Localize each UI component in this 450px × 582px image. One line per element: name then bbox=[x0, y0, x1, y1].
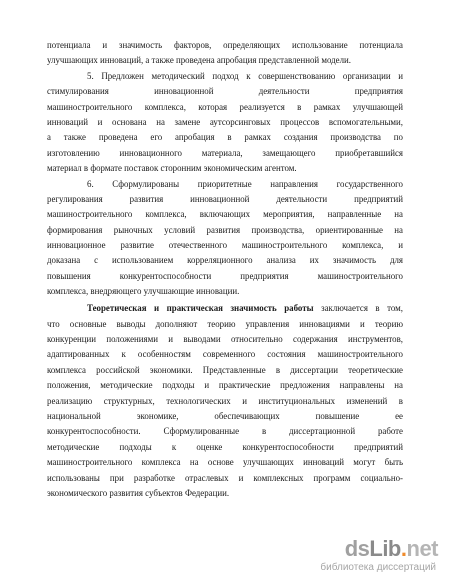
text-line: инноваций и основана на замене аутсорсинговых процессов вспомогательными, bbox=[47, 116, 403, 127]
text-line: экономического развития субъектов Федерации. bbox=[47, 487, 230, 498]
text-line: реализацию структурных, технологических и институциональных изменений в bbox=[47, 395, 403, 406]
text-line: повышения конкурентоспособности предприятия машиностроительного bbox=[47, 270, 403, 281]
text-line: комплекса, внедряющего улучшающие инновации. bbox=[47, 286, 240, 297]
dslib-watermark bbox=[308, 536, 438, 576]
text-line: что основные выводы дополняют теорию управления инновациями и теорию bbox=[47, 318, 403, 329]
text-line: материал в формате поставок сторонним экономическим агентом. bbox=[47, 163, 297, 174]
text-line: положения, методические подходы и практические предложения направлены на bbox=[47, 380, 403, 391]
text-line: потенциала и значимость факторов, определяющих использование потенциала bbox=[47, 40, 403, 50]
text-line: конкуренции положениями и выводами относительно содержания инструментов, bbox=[47, 334, 403, 345]
significance-rest: заключается в том, bbox=[313, 302, 403, 313]
text-line: 6. Сформулированы приоритетные направления государственного bbox=[87, 178, 403, 189]
text-line: конкурентоспособности. Сформулированные в диссертационной работе bbox=[47, 426, 403, 437]
text-line: формирования рыночных условий развития производства, ориентированные на bbox=[47, 224, 403, 235]
text-line: улучшающих инноваций, а также проведена апробация представленной модели. bbox=[47, 55, 352, 66]
text-line: инновационное развитие отечественного машиностроительного комплекса, и bbox=[47, 240, 403, 251]
dslib-logo: dsLib.net bbox=[344, 536, 438, 561]
text-line: машиностроительного комплекса на основе улучшающих инноваций могут быть bbox=[47, 457, 403, 468]
text-line: доказана с использованием корреляционного анализа их значимость для bbox=[47, 255, 403, 266]
text-line: изготовлению инновационного материала, замещающего приобретавшийся bbox=[47, 147, 403, 158]
significance-heading: Теоретическая и практическая значимость работы bbox=[87, 302, 314, 313]
text-line: машиностроительного комплекса, включающих мероприятия, направленные на bbox=[47, 209, 403, 220]
text-line: методические подходы к оценке конкурентоспособности предприятий bbox=[47, 441, 403, 452]
text-line: комплекса российской экономики. Представленные в диссертации теоретические bbox=[47, 364, 403, 375]
text-line: национальной экономике, обеспечивающих повышение ее bbox=[47, 410, 403, 421]
text-line: адаптированных к особенностям современного состояния машиностроительного bbox=[47, 349, 403, 360]
text-line: использованы при разработке отраслевых и комплексных программ социально- bbox=[47, 472, 403, 483]
text-line: регулирования развития инновационной деятельности предприятий bbox=[47, 193, 403, 204]
text-line: 5. Предложен методический подход к совершенствованию организации и bbox=[87, 70, 403, 81]
text-line: а также проведена его апробация в рамках создания производства по bbox=[47, 132, 403, 143]
significance-first-line bbox=[47, 300, 403, 317]
watermark-subtitle: библиотека диссертаций bbox=[320, 562, 436, 573]
text-line: машиностроительного комплекса, которая реализуется в рамках улучшающей bbox=[47, 101, 403, 112]
body-text bbox=[47, 38, 403, 501]
text-line: стимулирования инновационной деятельности предприятия bbox=[47, 86, 403, 97]
